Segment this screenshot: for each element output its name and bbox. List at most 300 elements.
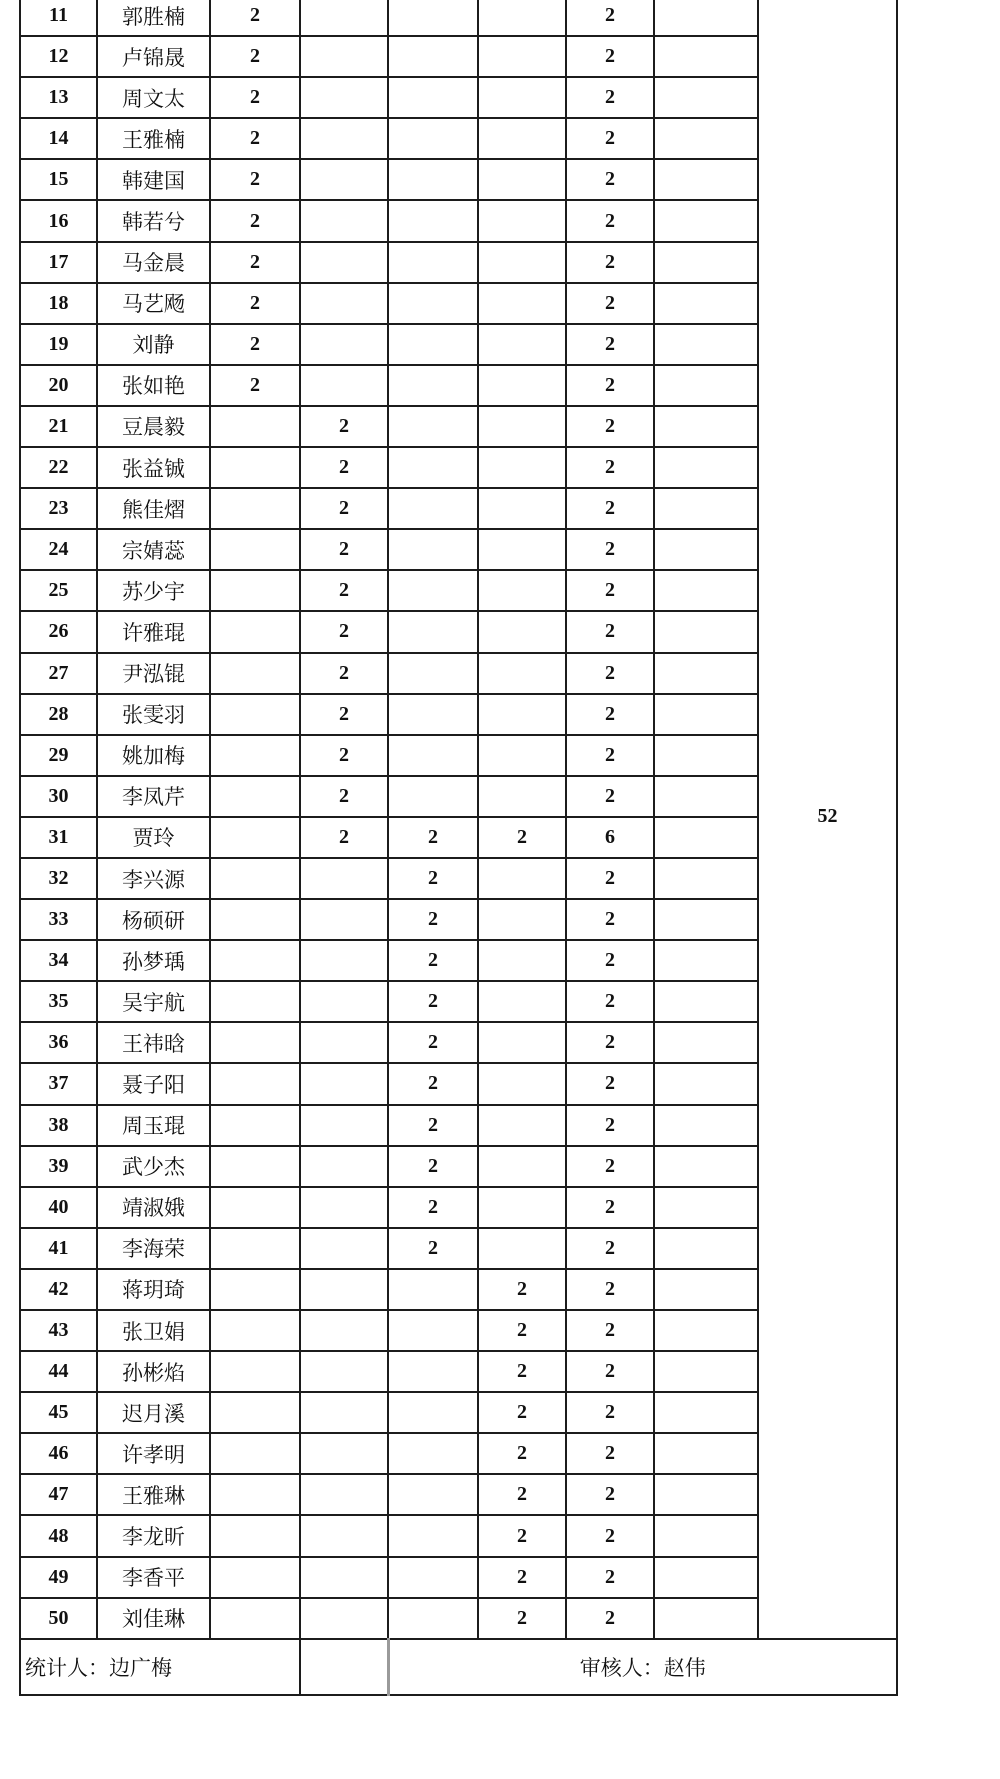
row-number: 37 xyxy=(20,1063,97,1104)
student-name: 杨硕研 xyxy=(97,899,210,940)
grand-total-cell: 52 xyxy=(758,0,897,1639)
score-col-2 xyxy=(300,324,388,365)
row-number: 42 xyxy=(20,1269,97,1310)
score-col-2: 2 xyxy=(300,447,388,488)
row-number: 15 xyxy=(20,159,97,200)
student-name: 王雅琳 xyxy=(97,1474,210,1515)
score-col-2 xyxy=(300,858,388,899)
score-col-2: 2 xyxy=(300,694,388,735)
score-col-4: 2 xyxy=(478,1598,566,1639)
score-col-1 xyxy=(210,1063,300,1104)
score-col-3 xyxy=(388,118,478,159)
score-col-3: 2 xyxy=(388,1228,478,1269)
row-number: 38 xyxy=(20,1105,97,1146)
student-name: 韩若兮 xyxy=(97,200,210,241)
remarks-cell xyxy=(654,776,758,817)
remarks-cell xyxy=(654,1474,758,1515)
score-col-3 xyxy=(388,0,478,36)
score-col-1: 2 xyxy=(210,242,300,283)
score-col-3 xyxy=(388,200,478,241)
score-col-2: 2 xyxy=(300,735,388,776)
remarks-cell xyxy=(654,735,758,776)
score-col-2: 2 xyxy=(300,529,388,570)
row-number: 33 xyxy=(20,899,97,940)
score-col-4 xyxy=(478,36,566,77)
score-col-3 xyxy=(388,570,478,611)
score-col-2 xyxy=(300,981,388,1022)
score-col-1 xyxy=(210,1310,300,1351)
score-col-4: 2 xyxy=(478,817,566,858)
score-col-1: 2 xyxy=(210,159,300,200)
score-col-3 xyxy=(388,611,478,652)
score-col-3 xyxy=(388,1515,478,1556)
score-col-2 xyxy=(300,1105,388,1146)
score-col-2 xyxy=(300,1351,388,1392)
student-name: 马艺飏 xyxy=(97,283,210,324)
row-subtotal: 2 xyxy=(566,1474,654,1515)
remarks-cell xyxy=(654,1022,758,1063)
score-col-4 xyxy=(478,735,566,776)
score-col-4 xyxy=(478,858,566,899)
score-col-3 xyxy=(388,735,478,776)
score-col-4 xyxy=(478,570,566,611)
score-col-3 xyxy=(388,1269,478,1310)
student-name: 李香平 xyxy=(97,1557,210,1598)
row-number: 11 xyxy=(20,0,97,36)
score-col-1 xyxy=(210,1146,300,1187)
score-col-3: 2 xyxy=(388,1022,478,1063)
row-number: 25 xyxy=(20,570,97,611)
row-number: 45 xyxy=(20,1392,97,1433)
score-col-3 xyxy=(388,1598,478,1639)
remarks-cell xyxy=(654,611,758,652)
row-subtotal: 2 xyxy=(566,1187,654,1228)
remarks-cell xyxy=(654,1351,758,1392)
row-subtotal: 2 xyxy=(566,735,654,776)
row-number: 12 xyxy=(20,36,97,77)
score-col-1 xyxy=(210,1557,300,1598)
row-subtotal: 2 xyxy=(566,1433,654,1474)
score-col-1 xyxy=(210,1022,300,1063)
score-col-3 xyxy=(388,653,478,694)
score-col-1 xyxy=(210,1515,300,1556)
student-name: 韩建国 xyxy=(97,159,210,200)
row-number: 36 xyxy=(20,1022,97,1063)
row-number: 30 xyxy=(20,776,97,817)
student-name: 贾玲 xyxy=(97,817,210,858)
row-number: 29 xyxy=(20,735,97,776)
score-col-2 xyxy=(300,899,388,940)
remarks-cell xyxy=(654,0,758,36)
score-col-3 xyxy=(388,36,478,77)
row-number: 39 xyxy=(20,1146,97,1187)
student-name: 刘静 xyxy=(97,324,210,365)
row-subtotal: 2 xyxy=(566,1351,654,1392)
remarks-cell xyxy=(654,36,758,77)
student-name: 聂子阳 xyxy=(97,1063,210,1104)
student-name: 宗婧蕊 xyxy=(97,529,210,570)
score-col-2 xyxy=(300,1433,388,1474)
score-col-4: 2 xyxy=(478,1557,566,1598)
student-name: 马金晨 xyxy=(97,242,210,283)
score-col-4 xyxy=(478,242,566,283)
student-name: 王祎晗 xyxy=(97,1022,210,1063)
score-col-4: 2 xyxy=(478,1433,566,1474)
row-number: 34 xyxy=(20,940,97,981)
score-col-4 xyxy=(478,694,566,735)
score-col-4: 2 xyxy=(478,1392,566,1433)
row-number: 21 xyxy=(20,406,97,447)
score-col-4 xyxy=(478,488,566,529)
score-col-4 xyxy=(478,776,566,817)
remarks-cell xyxy=(654,1310,758,1351)
row-number: 18 xyxy=(20,283,97,324)
row-subtotal: 2 xyxy=(566,283,654,324)
remarks-cell xyxy=(654,118,758,159)
remarks-cell xyxy=(654,1433,758,1474)
remarks-cell xyxy=(654,940,758,981)
score-col-4 xyxy=(478,940,566,981)
row-subtotal: 2 xyxy=(566,406,654,447)
score-col-2 xyxy=(300,118,388,159)
score-col-1 xyxy=(210,940,300,981)
score-col-2 xyxy=(300,1474,388,1515)
student-name: 刘佳琳 xyxy=(97,1598,210,1639)
row-number: 32 xyxy=(20,858,97,899)
score-col-1 xyxy=(210,1474,300,1515)
score-col-1 xyxy=(210,1105,300,1146)
row-subtotal: 2 xyxy=(566,1228,654,1269)
student-name: 尹泓锟 xyxy=(97,653,210,694)
score-col-3 xyxy=(388,283,478,324)
score-col-4 xyxy=(478,1187,566,1228)
row-number: 28 xyxy=(20,694,97,735)
student-name: 武少杰 xyxy=(97,1146,210,1187)
score-col-2 xyxy=(300,200,388,241)
student-name: 吴宇航 xyxy=(97,981,210,1022)
remarks-cell xyxy=(654,899,758,940)
score-col-4: 2 xyxy=(478,1310,566,1351)
score-col-4 xyxy=(478,447,566,488)
score-col-1 xyxy=(210,1351,300,1392)
row-subtotal: 2 xyxy=(566,200,654,241)
footer-row xyxy=(20,1639,897,1695)
row-subtotal: 2 xyxy=(566,0,654,36)
score-col-1 xyxy=(210,981,300,1022)
score-col-2 xyxy=(300,940,388,981)
remarks-cell xyxy=(654,365,758,406)
score-col-4 xyxy=(478,77,566,118)
row-subtotal: 2 xyxy=(566,159,654,200)
student-name: 张如艳 xyxy=(97,365,210,406)
score-col-1 xyxy=(210,1187,300,1228)
score-col-3 xyxy=(388,488,478,529)
row-number: 23 xyxy=(20,488,97,529)
row-subtotal: 2 xyxy=(566,653,654,694)
score-col-3: 2 xyxy=(388,940,478,981)
score-col-3 xyxy=(388,1433,478,1474)
row-subtotal: 6 xyxy=(566,817,654,858)
score-col-2 xyxy=(300,1310,388,1351)
score-col-1 xyxy=(210,817,300,858)
score-col-4 xyxy=(478,1228,566,1269)
row-subtotal: 2 xyxy=(566,570,654,611)
score-col-3 xyxy=(388,1557,478,1598)
row-subtotal: 2 xyxy=(566,1022,654,1063)
score-col-2 xyxy=(300,365,388,406)
row-subtotal: 2 xyxy=(566,324,654,365)
row-number: 31 xyxy=(20,817,97,858)
student-name: 张雯羽 xyxy=(97,694,210,735)
row-subtotal: 2 xyxy=(566,1392,654,1433)
remarks-cell xyxy=(654,1598,758,1639)
score-col-3: 2 xyxy=(388,1105,478,1146)
score-col-3 xyxy=(388,406,478,447)
remarks-cell xyxy=(654,1269,758,1310)
score-col-1 xyxy=(210,611,300,652)
statistician-label: 统计人：边广梅 xyxy=(20,1639,300,1695)
student-name: 张卫娟 xyxy=(97,1310,210,1351)
row-subtotal: 2 xyxy=(566,118,654,159)
row-number: 19 xyxy=(20,324,97,365)
score-col-1 xyxy=(210,1598,300,1639)
score-col-4 xyxy=(478,1022,566,1063)
student-name: 许雅琨 xyxy=(97,611,210,652)
student-name: 靖淑娥 xyxy=(97,1187,210,1228)
score-col-2: 2 xyxy=(300,611,388,652)
score-col-3 xyxy=(388,1474,478,1515)
remarks-cell xyxy=(654,283,758,324)
remarks-cell xyxy=(654,159,758,200)
score-col-2 xyxy=(300,242,388,283)
row-subtotal: 2 xyxy=(566,940,654,981)
score-col-3 xyxy=(388,529,478,570)
row-subtotal: 2 xyxy=(566,1063,654,1104)
score-col-2 xyxy=(300,283,388,324)
remarks-cell xyxy=(654,570,758,611)
row-subtotal: 2 xyxy=(566,776,654,817)
row-subtotal: 2 xyxy=(566,858,654,899)
row-subtotal: 2 xyxy=(566,899,654,940)
remarks-cell xyxy=(654,694,758,735)
remarks-cell xyxy=(654,1063,758,1104)
score-col-2: 2 xyxy=(300,488,388,529)
score-col-1: 2 xyxy=(210,200,300,241)
score-col-2 xyxy=(300,1515,388,1556)
score-col-4 xyxy=(478,406,566,447)
score-col-2: 2 xyxy=(300,653,388,694)
score-col-4 xyxy=(478,1146,566,1187)
score-col-1 xyxy=(210,899,300,940)
score-col-2 xyxy=(300,1022,388,1063)
score-col-3: 2 xyxy=(388,817,478,858)
score-col-1 xyxy=(210,447,300,488)
remarks-cell xyxy=(654,200,758,241)
score-col-1 xyxy=(210,858,300,899)
score-col-1: 2 xyxy=(210,0,300,36)
remarks-cell xyxy=(654,488,758,529)
student-name: 李龙昕 xyxy=(97,1515,210,1556)
row-subtotal: 2 xyxy=(566,611,654,652)
remarks-cell xyxy=(654,858,758,899)
student-name: 孙彬焰 xyxy=(97,1351,210,1392)
row-subtotal: 2 xyxy=(566,1310,654,1351)
score-col-1 xyxy=(210,1433,300,1474)
score-col-2: 2 xyxy=(300,776,388,817)
score-col-3: 2 xyxy=(388,899,478,940)
score-col-4 xyxy=(478,159,566,200)
student-name: 卢锦晟 xyxy=(97,36,210,77)
row-number: 17 xyxy=(20,242,97,283)
score-col-1 xyxy=(210,488,300,529)
score-col-2 xyxy=(300,1392,388,1433)
row-subtotal: 2 xyxy=(566,1598,654,1639)
row-subtotal: 2 xyxy=(566,1269,654,1310)
row-subtotal: 2 xyxy=(566,694,654,735)
student-name: 李兴源 xyxy=(97,858,210,899)
score-col-1: 2 xyxy=(210,118,300,159)
row-number: 49 xyxy=(20,1557,97,1598)
remarks-cell xyxy=(654,1187,758,1228)
row-number: 43 xyxy=(20,1310,97,1351)
student-name: 豆晨毅 xyxy=(97,406,210,447)
student-name: 李海荣 xyxy=(97,1228,210,1269)
row-subtotal: 2 xyxy=(566,1557,654,1598)
score-col-2 xyxy=(300,1063,388,1104)
row-number: 16 xyxy=(20,200,97,241)
student-name: 姚加梅 xyxy=(97,735,210,776)
remarks-cell xyxy=(654,817,758,858)
remarks-cell xyxy=(654,1228,758,1269)
score-col-2 xyxy=(300,1598,388,1639)
score-col-1 xyxy=(210,735,300,776)
student-name: 许孝明 xyxy=(97,1433,210,1474)
row-subtotal: 2 xyxy=(566,242,654,283)
score-col-2 xyxy=(300,1146,388,1187)
score-col-2 xyxy=(300,1228,388,1269)
student-name: 王雅楠 xyxy=(97,118,210,159)
row-number: 50 xyxy=(20,1598,97,1639)
table-body xyxy=(20,0,897,1695)
row-number: 47 xyxy=(20,1474,97,1515)
remarks-cell xyxy=(654,1392,758,1433)
table-row xyxy=(20,0,897,36)
row-number: 26 xyxy=(20,611,97,652)
score-col-3: 2 xyxy=(388,981,478,1022)
student-name: 熊佳熠 xyxy=(97,488,210,529)
student-name: 迟月溪 xyxy=(97,1392,210,1433)
row-number: 44 xyxy=(20,1351,97,1392)
row-subtotal: 2 xyxy=(566,529,654,570)
row-number: 40 xyxy=(20,1187,97,1228)
score-col-2 xyxy=(300,77,388,118)
student-name: 张益铖 xyxy=(97,447,210,488)
score-col-3: 2 xyxy=(388,1146,478,1187)
score-table xyxy=(19,0,898,1696)
score-col-4: 2 xyxy=(478,1351,566,1392)
score-col-1: 2 xyxy=(210,365,300,406)
row-number: 48 xyxy=(20,1515,97,1556)
remarks-cell xyxy=(654,653,758,694)
score-col-3 xyxy=(388,159,478,200)
score-col-3: 2 xyxy=(388,858,478,899)
score-col-3 xyxy=(388,776,478,817)
score-col-3 xyxy=(388,1392,478,1433)
row-subtotal: 2 xyxy=(566,981,654,1022)
student-name: 郭胜楠 xyxy=(97,0,210,36)
score-col-2: 2 xyxy=(300,406,388,447)
row-number: 41 xyxy=(20,1228,97,1269)
reviewer-label: 审核人：赵伟 xyxy=(388,1639,897,1695)
remarks-cell xyxy=(654,447,758,488)
remarks-cell xyxy=(654,1515,758,1556)
score-col-3 xyxy=(388,365,478,406)
score-col-1 xyxy=(210,406,300,447)
score-col-2: 2 xyxy=(300,817,388,858)
remarks-cell xyxy=(654,1557,758,1598)
row-subtotal: 2 xyxy=(566,36,654,77)
remarks-cell xyxy=(654,324,758,365)
score-col-1: 2 xyxy=(210,283,300,324)
remarks-cell xyxy=(654,1105,758,1146)
row-number: 35 xyxy=(20,981,97,1022)
score-col-4 xyxy=(478,899,566,940)
remarks-cell xyxy=(654,529,758,570)
remarks-cell xyxy=(654,242,758,283)
score-col-4 xyxy=(478,1063,566,1104)
row-number: 22 xyxy=(20,447,97,488)
score-col-1: 2 xyxy=(210,36,300,77)
score-col-4 xyxy=(478,365,566,406)
score-col-4: 2 xyxy=(478,1269,566,1310)
row-number: 14 xyxy=(20,118,97,159)
score-col-2 xyxy=(300,159,388,200)
student-name: 孙梦瑀 xyxy=(97,940,210,981)
remarks-cell xyxy=(654,1146,758,1187)
score-col-3 xyxy=(388,1351,478,1392)
score-col-2 xyxy=(300,1269,388,1310)
score-col-4 xyxy=(478,653,566,694)
row-subtotal: 2 xyxy=(566,447,654,488)
score-col-1 xyxy=(210,529,300,570)
row-number: 27 xyxy=(20,653,97,694)
student-name: 蒋玥琦 xyxy=(97,1269,210,1310)
row-subtotal: 2 xyxy=(566,1146,654,1187)
score-col-1 xyxy=(210,1392,300,1433)
remarks-cell xyxy=(654,981,758,1022)
student-name: 周玉琨 xyxy=(97,1105,210,1146)
score-col-4 xyxy=(478,1105,566,1146)
score-col-2 xyxy=(300,1187,388,1228)
score-col-2 xyxy=(300,1557,388,1598)
score-col-4 xyxy=(478,324,566,365)
score-col-2 xyxy=(300,36,388,77)
score-col-4 xyxy=(478,118,566,159)
score-col-3 xyxy=(388,324,478,365)
row-subtotal: 2 xyxy=(566,77,654,118)
score-table-sheet xyxy=(19,0,898,1696)
remarks-cell xyxy=(654,77,758,118)
score-col-3 xyxy=(388,77,478,118)
footer-blank-cell xyxy=(300,1639,388,1695)
score-col-4 xyxy=(478,611,566,652)
score-col-4 xyxy=(478,529,566,570)
student-name: 李凤芹 xyxy=(97,776,210,817)
row-subtotal: 2 xyxy=(566,365,654,406)
row-subtotal: 2 xyxy=(566,1105,654,1146)
student-name: 周文太 xyxy=(97,77,210,118)
student-name: 苏少宇 xyxy=(97,570,210,611)
